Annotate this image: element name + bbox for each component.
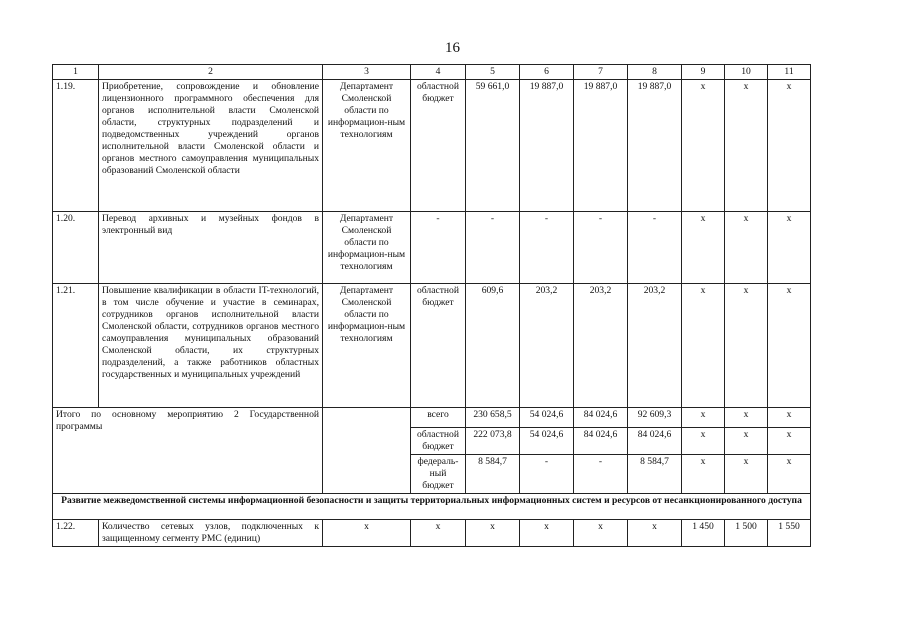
- value-col6: -: [520, 212, 574, 284]
- value-col5: х: [466, 520, 520, 547]
- section-row: [53, 494, 811, 520]
- value-col9: х: [682, 80, 725, 212]
- header-cell: 8: [628, 65, 682, 80]
- value-col11: х: [768, 212, 811, 284]
- total-col8: 92 609,3: [628, 408, 682, 428]
- executor: Департамент Смоленской области по информацион-ным технологиям: [323, 80, 411, 212]
- table-row: [53, 80, 811, 212]
- total-col7: 84 024,6: [574, 408, 628, 428]
- value-col10: х: [725, 284, 768, 408]
- value-col11: х: [768, 80, 811, 212]
- total-col11: х: [768, 455, 811, 494]
- row-number: 1.21.: [53, 284, 99, 408]
- header-cell: 10: [725, 65, 768, 80]
- value-col8: -: [628, 212, 682, 284]
- activity-name: Перевод архивных и музейных фондов в электронный вид: [99, 212, 323, 284]
- funding-source: областной бюджет: [411, 80, 466, 212]
- total-col10: х: [725, 455, 768, 494]
- value-col6: 19 887,0: [520, 80, 574, 212]
- value-col8: 19 887,0: [628, 80, 682, 212]
- total-row: [53, 408, 811, 428]
- table-row: [53, 520, 811, 547]
- value-col8: 203,2: [628, 284, 682, 408]
- page-number: 16: [445, 40, 460, 56]
- row-number: 1.19.: [53, 80, 99, 212]
- value-col6: 203,2: [520, 284, 574, 408]
- value-col7: х: [574, 520, 628, 547]
- indicator-name: Количество сетевых узлов, подключенных к защищенному сегменту РМС (единиц): [99, 520, 323, 547]
- value-col5: 609,6: [466, 284, 520, 408]
- table-row: [53, 212, 811, 284]
- funding-source: областной бюджет: [411, 428, 466, 455]
- header-cell: 2: [99, 65, 323, 80]
- total-col6: -: [520, 455, 574, 494]
- executor: х: [323, 520, 411, 547]
- header-cell: 1: [53, 65, 99, 80]
- total-col5: 222 073,8: [466, 428, 520, 455]
- total-col6: 54 024,6: [520, 408, 574, 428]
- activity-name: Повышение квалификации в области IT-технологий, в том числе обучение и участие в семинарах, сотрудников органов исполнительной власти Смоленской области, сотрудников органов местного самоуправления муниципальных образований Смоленской области, их структурных подразделений, а также работников областных государственных и муниципальных учреждений: [99, 284, 323, 408]
- total-col9: х: [682, 428, 725, 455]
- value-col6: х: [520, 520, 574, 547]
- value-col8: х: [628, 520, 682, 547]
- column-number-row: [53, 65, 811, 80]
- section-title: Развитие межведомственной системы информационной безопасности и защиты территориальных информационных систем и ресурсов от несанкционированного доступа: [53, 494, 811, 520]
- total-col10: х: [725, 408, 768, 428]
- value-col9: 1 450: [682, 520, 725, 547]
- value-col10: х: [725, 80, 768, 212]
- header-cell: 11: [768, 65, 811, 80]
- funding-source: всего: [411, 408, 466, 428]
- total-col10: х: [725, 428, 768, 455]
- executor: Департамент Смоленской области по информацион-ным технологиям: [323, 284, 411, 408]
- header-cell: 4: [411, 65, 466, 80]
- value-col11: х: [768, 284, 811, 408]
- total-col6: 54 024,6: [520, 428, 574, 455]
- total-executor-cell: [323, 408, 411, 494]
- total-col9: х: [682, 408, 725, 428]
- total-col5: 8 584,7: [466, 455, 520, 494]
- table-row: [53, 284, 811, 408]
- total-col8: 8 584,7: [628, 455, 682, 494]
- value-col7: -: [574, 212, 628, 284]
- total-col11: х: [768, 428, 811, 455]
- row-number: 1.22.: [53, 520, 99, 547]
- value-col5: -: [466, 212, 520, 284]
- value-col9: х: [682, 212, 725, 284]
- total-col5: 230 658,5: [466, 408, 520, 428]
- value-col10: 1 500: [725, 520, 768, 547]
- total-col8: 84 024,6: [628, 428, 682, 455]
- total-label: Итого по основному мероприятию 2 Государственной программы: [53, 408, 323, 494]
- header-cell: 7: [574, 65, 628, 80]
- activity-name: Приобретение, сопровождение и обновление лицензионного программного обеспечения для органов исполнительной власти Смоленской области, структурных подразделений и подведомственных учреждений органов исполнительной власти Смоленской области и органов местного самоуправления муниципальных образований Смоленской области: [99, 80, 323, 212]
- program-table: [52, 64, 811, 547]
- total-col11: х: [768, 408, 811, 428]
- total-col7: 84 024,6: [574, 428, 628, 455]
- header-cell: 9: [682, 65, 725, 80]
- funding-source: областной бюджет: [411, 284, 466, 408]
- funding-source: х: [411, 520, 466, 547]
- value-col7: 19 887,0: [574, 80, 628, 212]
- row-number: 1.20.: [53, 212, 99, 284]
- value-col11: 1 550: [768, 520, 811, 547]
- header-cell: 3: [323, 65, 411, 80]
- value-col9: х: [682, 284, 725, 408]
- value-col5: 59 661,0: [466, 80, 520, 212]
- funding-source: -: [411, 212, 466, 284]
- funding-source: федераль-ный бюджет: [411, 455, 466, 494]
- header-cell: 5: [466, 65, 520, 80]
- total-col7: -: [574, 455, 628, 494]
- value-col7: 203,2: [574, 284, 628, 408]
- value-col10: х: [725, 212, 768, 284]
- executor: Департамент Смоленской области по информацион-ным технологиям: [323, 212, 411, 284]
- total-col9: х: [682, 455, 725, 494]
- header-cell: 6: [520, 65, 574, 80]
